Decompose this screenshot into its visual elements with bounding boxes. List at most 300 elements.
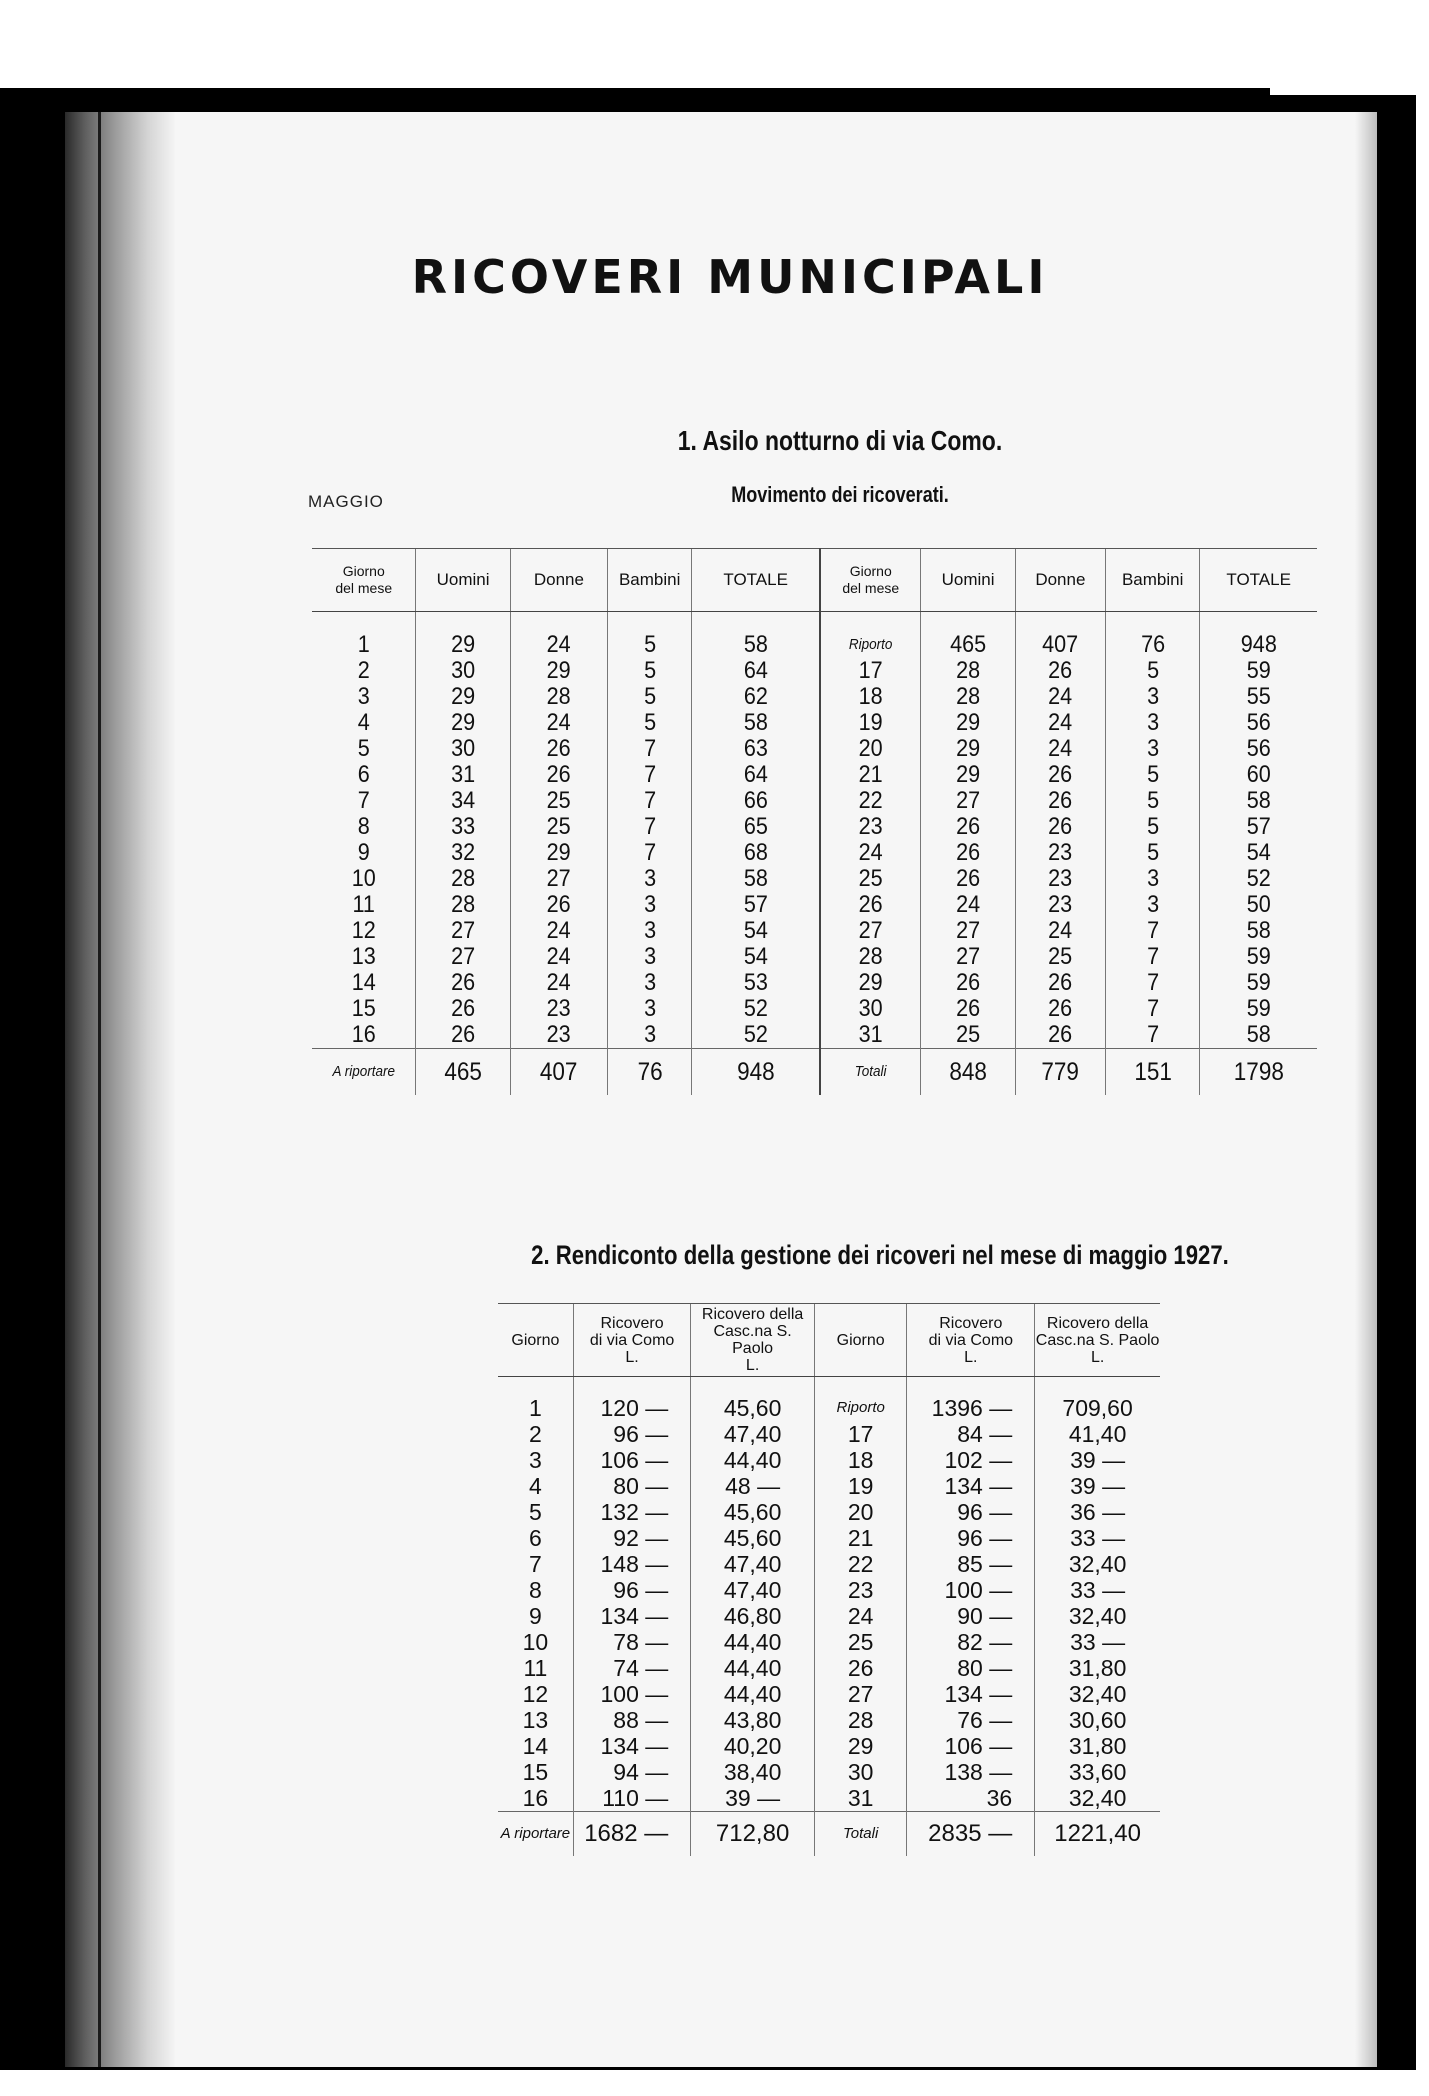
table-cell: 27 xyxy=(926,944,1011,970)
total-cell: Totali xyxy=(814,1812,906,1857)
table-cell: 57 xyxy=(1206,814,1311,840)
table-row xyxy=(312,658,1317,684)
table-cell: Riporto xyxy=(825,632,916,658)
table-cell: 68 xyxy=(698,840,813,866)
table-cell: 134 — xyxy=(573,1603,690,1629)
table-cell: 94 — xyxy=(573,1759,690,1785)
table-cell: 25 xyxy=(1020,944,1101,970)
table-row xyxy=(498,1629,1160,1655)
table-row xyxy=(312,918,1317,944)
table-cell: 120 — xyxy=(573,1395,690,1421)
table-cell: 31,80 xyxy=(1035,1655,1160,1681)
table-cell: 96 — xyxy=(573,1577,690,1603)
table-cell: 33 xyxy=(421,814,506,840)
table-cell: 31 xyxy=(814,1785,906,1812)
total-cell: A riportare xyxy=(317,1049,411,1096)
table-cell: 84 — xyxy=(907,1421,1035,1447)
total-cell: 1682 — xyxy=(573,1812,690,1857)
table-cell: 3 xyxy=(612,996,688,1022)
table-cell: 92 — xyxy=(573,1525,690,1551)
table-cell: 27 xyxy=(825,918,916,944)
table-cell: 465 xyxy=(926,632,1011,658)
table-cell: 29 xyxy=(926,762,1011,788)
table-row xyxy=(498,1395,1160,1421)
table-cell: 6 xyxy=(357,761,370,788)
table-cell: 25 xyxy=(515,788,603,814)
table-cell: 5 xyxy=(612,632,688,658)
table-cell: 59 xyxy=(1206,944,1311,970)
table-row xyxy=(312,1022,1317,1049)
table-cell: 27 xyxy=(814,1681,906,1707)
table-cell: 12 xyxy=(351,917,376,944)
table-cell: 3 xyxy=(1110,892,1195,918)
ricoverati-table xyxy=(312,548,1317,1095)
rendiconto-header-row xyxy=(498,1304,1160,1377)
total-cell: 1798 xyxy=(1206,1049,1311,1096)
table-cell: 24 xyxy=(825,840,916,866)
table-row xyxy=(312,970,1317,996)
table-cell: 39 — xyxy=(691,1785,815,1812)
table-cell: 5 xyxy=(612,684,688,710)
table-cell: 17 xyxy=(825,658,916,684)
table-cell: 80 — xyxy=(907,1655,1035,1681)
table-cell: 33 — xyxy=(1035,1525,1160,1551)
table-cell: 58 xyxy=(1206,788,1311,814)
table-cell: 30 xyxy=(421,736,506,762)
table-cell: 25 xyxy=(926,1022,1011,1049)
total-cell: 948 xyxy=(698,1049,813,1096)
table-cell: 3 xyxy=(1110,684,1195,710)
table-cell: 100 — xyxy=(907,1577,1035,1603)
binding-gutter xyxy=(65,112,175,2067)
table-cell: 3 xyxy=(612,918,688,944)
table-cell: 28 xyxy=(421,892,506,918)
table-cell: 29 xyxy=(515,658,603,684)
table-row xyxy=(498,1733,1160,1759)
page-title: RICOVERI MUNICIPALI xyxy=(411,250,1049,304)
table-cell: 7 xyxy=(1110,944,1195,970)
table-cell: 58 xyxy=(698,632,813,658)
table-cell: 58 xyxy=(1206,1022,1311,1049)
table-cell: 26 xyxy=(1020,788,1101,814)
table-cell: 26 xyxy=(421,970,506,996)
table-cell: 53 xyxy=(698,970,813,996)
table-cell: 33 — xyxy=(1035,1577,1160,1603)
table-cell: 15 xyxy=(522,1759,549,1785)
ricoverati-header-row xyxy=(312,549,1317,612)
table-cell: 3 xyxy=(357,683,370,710)
table-cell: 85 — xyxy=(907,1551,1035,1577)
table-cell: 24 xyxy=(926,892,1011,918)
table-cell: 59 xyxy=(1206,658,1311,684)
table-cell: 3 xyxy=(612,970,688,996)
table-cell: 63 xyxy=(698,736,813,762)
table-cell: 64 xyxy=(698,658,813,684)
table-cell: 709,60 xyxy=(1035,1395,1160,1421)
table-cell: 28 xyxy=(926,658,1011,684)
table-cell: 25 xyxy=(825,866,916,892)
table-cell: 44,40 xyxy=(691,1447,815,1473)
table-cell: 10 xyxy=(351,865,376,892)
table-cell: 21 xyxy=(814,1525,906,1551)
table-row xyxy=(312,684,1317,710)
table-cell: 16 xyxy=(351,1021,376,1048)
table-row xyxy=(312,788,1317,814)
table-cell: 64 xyxy=(698,762,813,788)
table-cell: 48 — xyxy=(691,1473,815,1499)
table-cell: 7 xyxy=(612,814,688,840)
table-row xyxy=(498,1577,1160,1603)
table-cell: 29 xyxy=(926,710,1011,736)
table-cell: 948 xyxy=(1206,632,1311,658)
table-cell: 102 — xyxy=(907,1447,1035,1473)
table-cell: 28 xyxy=(515,684,603,710)
total-cell: 1221,40 xyxy=(1035,1812,1160,1857)
table-row xyxy=(312,762,1317,788)
table-cell: 5 xyxy=(1110,840,1195,866)
table-cell: 82 — xyxy=(907,1629,1035,1655)
table-cell: 28 xyxy=(814,1707,906,1733)
table-cell: 26 xyxy=(926,970,1011,996)
table-cell: 39 — xyxy=(1035,1473,1160,1499)
table-cell: 60 xyxy=(1206,762,1311,788)
table-cell: 24 xyxy=(515,710,603,736)
table-row xyxy=(498,1707,1160,1733)
table-cell: 134 — xyxy=(907,1681,1035,1707)
table-cell: 8 xyxy=(529,1577,542,1603)
table-cell: 32,40 xyxy=(1035,1785,1160,1812)
table-cell: 30 xyxy=(825,996,916,1022)
table-cell: 27 xyxy=(421,944,506,970)
table-cell: 58 xyxy=(1206,918,1311,944)
table-cell: 407 xyxy=(1020,632,1101,658)
table-row xyxy=(312,996,1317,1022)
total-cell: Totali xyxy=(825,1049,916,1096)
table-cell: 9 xyxy=(357,839,370,866)
table-cell: 65 xyxy=(698,814,813,840)
table-row xyxy=(312,892,1317,918)
table-cell: 33 — xyxy=(1035,1629,1160,1655)
table-cell: 22 xyxy=(825,788,916,814)
table-cell: 2 xyxy=(357,657,370,684)
table-cell: 90 — xyxy=(907,1603,1035,1629)
table-cell: 38,40 xyxy=(691,1759,815,1785)
table-cell: 7 xyxy=(612,736,688,762)
table-cell: 1 xyxy=(357,631,370,658)
table-cell: 134 — xyxy=(573,1733,690,1759)
table-cell: 1396 — xyxy=(907,1395,1035,1421)
scan-border-top xyxy=(0,0,1429,88)
total-cell: 151 xyxy=(1110,1049,1195,1096)
table-cell: 29 xyxy=(515,840,603,866)
table-cell: 7 xyxy=(1110,970,1195,996)
table-cell: 134 — xyxy=(907,1473,1035,1499)
table-cell: 58 xyxy=(698,710,813,736)
table-cell: 96 — xyxy=(573,1421,690,1447)
table-cell: 24 xyxy=(515,944,603,970)
table-cell: 2 xyxy=(529,1421,542,1447)
table-cell: 28 xyxy=(926,684,1011,710)
table-row xyxy=(498,1525,1160,1551)
table-cell: 7 xyxy=(529,1551,542,1577)
table-cell: 45,60 xyxy=(691,1395,815,1421)
table-cell: 5 xyxy=(529,1499,542,1525)
table-cell: 23 xyxy=(1020,840,1101,866)
table-cell: 26 xyxy=(421,1022,506,1049)
table-cell: 96 — xyxy=(907,1499,1035,1525)
header2-giorno: Giorno xyxy=(498,1304,573,1377)
table-row xyxy=(498,1447,1160,1473)
table-row xyxy=(498,1759,1160,1785)
header-donne-right: Donne xyxy=(1015,549,1105,612)
header2-paolo: Ricovero della Casc.na S. Paolo L. xyxy=(691,1304,815,1377)
table-row xyxy=(498,1603,1160,1629)
page-edge-shadow xyxy=(1355,112,1377,2067)
table-cell: 19 xyxy=(814,1473,906,1499)
table-cell: 44,40 xyxy=(691,1681,815,1707)
table-cell: 3 xyxy=(612,944,688,970)
scan-border-bottom xyxy=(0,2070,1429,2096)
table-cell: 54 xyxy=(1206,840,1311,866)
table-cell: 58 xyxy=(698,866,813,892)
table-cell: 110 — xyxy=(573,1785,690,1812)
table-cell: 14 xyxy=(351,969,376,996)
table-cell: 18 xyxy=(814,1447,906,1473)
table-cell: 13 xyxy=(522,1707,549,1733)
total-cell: 76 xyxy=(612,1049,688,1096)
table-cell: 7 xyxy=(1110,918,1195,944)
header2-giorno-right: Giorno xyxy=(814,1304,906,1377)
table-cell: 31 xyxy=(421,762,506,788)
table-cell: 96 — xyxy=(907,1525,1035,1551)
table-cell: 5 xyxy=(1110,788,1195,814)
table-cell: 41,40 xyxy=(1035,1421,1160,1447)
table-cell: 23 xyxy=(814,1577,906,1603)
table-cell: 22 xyxy=(814,1551,906,1577)
total-cell: 465 xyxy=(421,1049,506,1096)
table-row xyxy=(498,1551,1160,1577)
table-cell: 20 xyxy=(825,736,916,762)
table-cell: 6 xyxy=(529,1525,542,1551)
scan-border-corner xyxy=(1270,55,1429,95)
table-cell: 26 xyxy=(926,840,1011,866)
table-cell: 29 xyxy=(421,710,506,736)
table-cell: 76 xyxy=(1110,632,1195,658)
table-cell: 29 xyxy=(421,632,506,658)
totals-row xyxy=(312,1049,1317,1096)
table-cell: 24 xyxy=(515,632,603,658)
table-cell: 28 xyxy=(825,944,916,970)
table-cell: 52 xyxy=(698,1022,813,1049)
month-label: MAGGIO xyxy=(308,492,384,511)
table-cell: 33,60 xyxy=(1035,1759,1160,1785)
table-cell: 26 xyxy=(1020,814,1101,840)
table-cell: 17 xyxy=(814,1421,906,1447)
table-cell: 36 xyxy=(907,1785,1035,1812)
table-cell: 32 xyxy=(421,840,506,866)
table-cell: 13 xyxy=(351,943,376,970)
table-cell: 3 xyxy=(612,892,688,918)
header-giorno-right: Giorno del mese xyxy=(820,549,921,612)
table-cell: 44,40 xyxy=(691,1655,815,1681)
table-cell: 148 — xyxy=(573,1551,690,1577)
table-cell: 26 xyxy=(926,866,1011,892)
table-cell: 66 xyxy=(698,788,813,814)
table-cell: 23 xyxy=(825,814,916,840)
table-cell: 26 xyxy=(814,1655,906,1681)
table-cell: 57 xyxy=(698,892,813,918)
table-cell: 88 — xyxy=(573,1707,690,1733)
table-cell: 29 xyxy=(814,1733,906,1759)
table-cell: 27 xyxy=(515,866,603,892)
table-cell: 3 xyxy=(1110,736,1195,762)
header2-como-right: Ricovero di via Como L. xyxy=(907,1304,1035,1377)
table-cell: 52 xyxy=(1206,866,1311,892)
table-cell: 26 xyxy=(515,736,603,762)
table-cell: 12 xyxy=(522,1681,549,1707)
table-cell: Riporto xyxy=(814,1395,906,1421)
table-cell: 24 xyxy=(1020,710,1101,736)
header2-como: Ricovero di via Como L. xyxy=(573,1304,690,1377)
table-cell: 5 xyxy=(612,710,688,736)
table-cell: 5 xyxy=(357,735,370,762)
table-row xyxy=(498,1421,1160,1447)
table-cell: 5 xyxy=(1110,814,1195,840)
table-cell: 7 xyxy=(357,787,370,814)
table-cell: 26 xyxy=(1020,1022,1101,1049)
binding-edge xyxy=(98,112,101,2067)
table-cell: 80 — xyxy=(573,1473,690,1499)
header-totale-right: TOTALE xyxy=(1200,549,1317,612)
total-cell: 712,80 xyxy=(691,1812,815,1857)
table-cell: 9 xyxy=(529,1603,542,1629)
table-row xyxy=(312,944,1317,970)
table-cell: 59 xyxy=(1206,996,1311,1022)
section1-heading: 1. Asilo notturno di via Como. xyxy=(677,425,1003,456)
table-cell: 24 xyxy=(1020,918,1101,944)
table-cell: 29 xyxy=(421,684,506,710)
table-cell: 74 — xyxy=(573,1655,690,1681)
table-cell: 30,60 xyxy=(1035,1707,1160,1733)
table-cell: 43,80 xyxy=(691,1707,815,1733)
total-cell: 848 xyxy=(926,1049,1011,1096)
table-cell: 44,40 xyxy=(691,1629,815,1655)
table-cell: 7 xyxy=(1110,996,1195,1022)
table-cell: 11 xyxy=(352,891,375,918)
table-cell: 56 xyxy=(1206,736,1311,762)
table-cell: 39 — xyxy=(1035,1447,1160,1473)
table-row xyxy=(498,1655,1160,1681)
table-cell: 24 xyxy=(814,1603,906,1629)
table-cell: 78 — xyxy=(573,1629,690,1655)
table-cell: 27 xyxy=(421,918,506,944)
table-cell: 24 xyxy=(1020,736,1101,762)
table-cell: 7 xyxy=(612,840,688,866)
total-cell: 779 xyxy=(1020,1049,1101,1096)
table-cell: 4 xyxy=(357,709,370,736)
rendiconto-table xyxy=(498,1303,1160,1856)
table-cell: 3 xyxy=(1110,710,1195,736)
table-cell: 27 xyxy=(926,918,1011,944)
table-cell: 4 xyxy=(529,1473,542,1499)
table-cell: 23 xyxy=(1020,866,1101,892)
table-row xyxy=(312,632,1317,658)
table-cell: 5 xyxy=(612,658,688,684)
table-cell: 55 xyxy=(1206,684,1311,710)
table-row xyxy=(498,1499,1160,1525)
header-donne: Donne xyxy=(510,549,607,612)
table-cell: 26 xyxy=(926,996,1011,1022)
section1-subheading: Movimento dei ricoverati. xyxy=(731,482,949,507)
header-totale: TOTALE xyxy=(692,549,820,612)
table-cell: 23 xyxy=(515,1022,603,1049)
header-uomini: Uomini xyxy=(416,549,510,612)
table-cell: 21 xyxy=(825,762,916,788)
table-cell: 106 — xyxy=(573,1447,690,1473)
table-cell: 62 xyxy=(698,684,813,710)
table-cell: 52 xyxy=(698,996,813,1022)
table-cell: 31,80 xyxy=(1035,1733,1160,1759)
table-cell: 5 xyxy=(1110,762,1195,788)
table-cell: 138 — xyxy=(907,1759,1035,1785)
totals-row xyxy=(498,1812,1160,1857)
header-bambini: Bambini xyxy=(608,549,692,612)
section2-heading: 2. Rendiconto della gestione dei ricoveri nel mese di maggio 1927. xyxy=(531,1240,1229,1270)
table-cell: 32,40 xyxy=(1035,1551,1160,1577)
table-cell: 54 xyxy=(698,918,813,944)
table-cell: 11 xyxy=(523,1655,548,1681)
scan-border-right xyxy=(1416,0,1429,2096)
table-cell: 16 xyxy=(522,1785,549,1811)
header-uomini-right: Uomini xyxy=(921,549,1015,612)
table-cell: 25 xyxy=(515,814,603,840)
table-cell: 26 xyxy=(1020,658,1101,684)
table-cell: 26 xyxy=(1020,996,1101,1022)
table-cell: 26 xyxy=(515,892,603,918)
table-row xyxy=(498,1473,1160,1499)
table-cell: 30 xyxy=(421,658,506,684)
table-cell: 40,20 xyxy=(691,1733,815,1759)
table-row xyxy=(312,840,1317,866)
table-cell: 18 xyxy=(825,684,916,710)
table-cell: 26 xyxy=(1020,970,1101,996)
table-cell: 47,40 xyxy=(691,1421,815,1447)
table-cell: 50 xyxy=(1206,892,1311,918)
header-bambini-right: Bambini xyxy=(1106,549,1200,612)
table-cell: 34 xyxy=(421,788,506,814)
header2-paolo-right: Ricovero della Casc.na S. Paolo L. xyxy=(1035,1304,1160,1377)
table-cell: 26 xyxy=(421,996,506,1022)
table-cell: 26 xyxy=(926,814,1011,840)
table-cell: 7 xyxy=(612,788,688,814)
table-cell: 47,40 xyxy=(691,1577,815,1603)
table-row xyxy=(498,1785,1160,1812)
table-cell: 26 xyxy=(1020,762,1101,788)
table-cell: 1 xyxy=(529,1395,542,1421)
table-cell: 23 xyxy=(1020,892,1101,918)
table-row xyxy=(312,736,1317,762)
table-cell: 5 xyxy=(1110,658,1195,684)
table-cell: 8 xyxy=(357,813,370,840)
table-cell: 54 xyxy=(698,944,813,970)
table-cell: 15 xyxy=(351,995,376,1022)
table-cell: 7 xyxy=(612,762,688,788)
table-cell: 20 xyxy=(814,1499,906,1525)
total-cell: A riportare xyxy=(498,1812,573,1857)
table-cell: 132 — xyxy=(573,1499,690,1525)
table-cell: 29 xyxy=(825,970,916,996)
table-row xyxy=(498,1681,1160,1707)
